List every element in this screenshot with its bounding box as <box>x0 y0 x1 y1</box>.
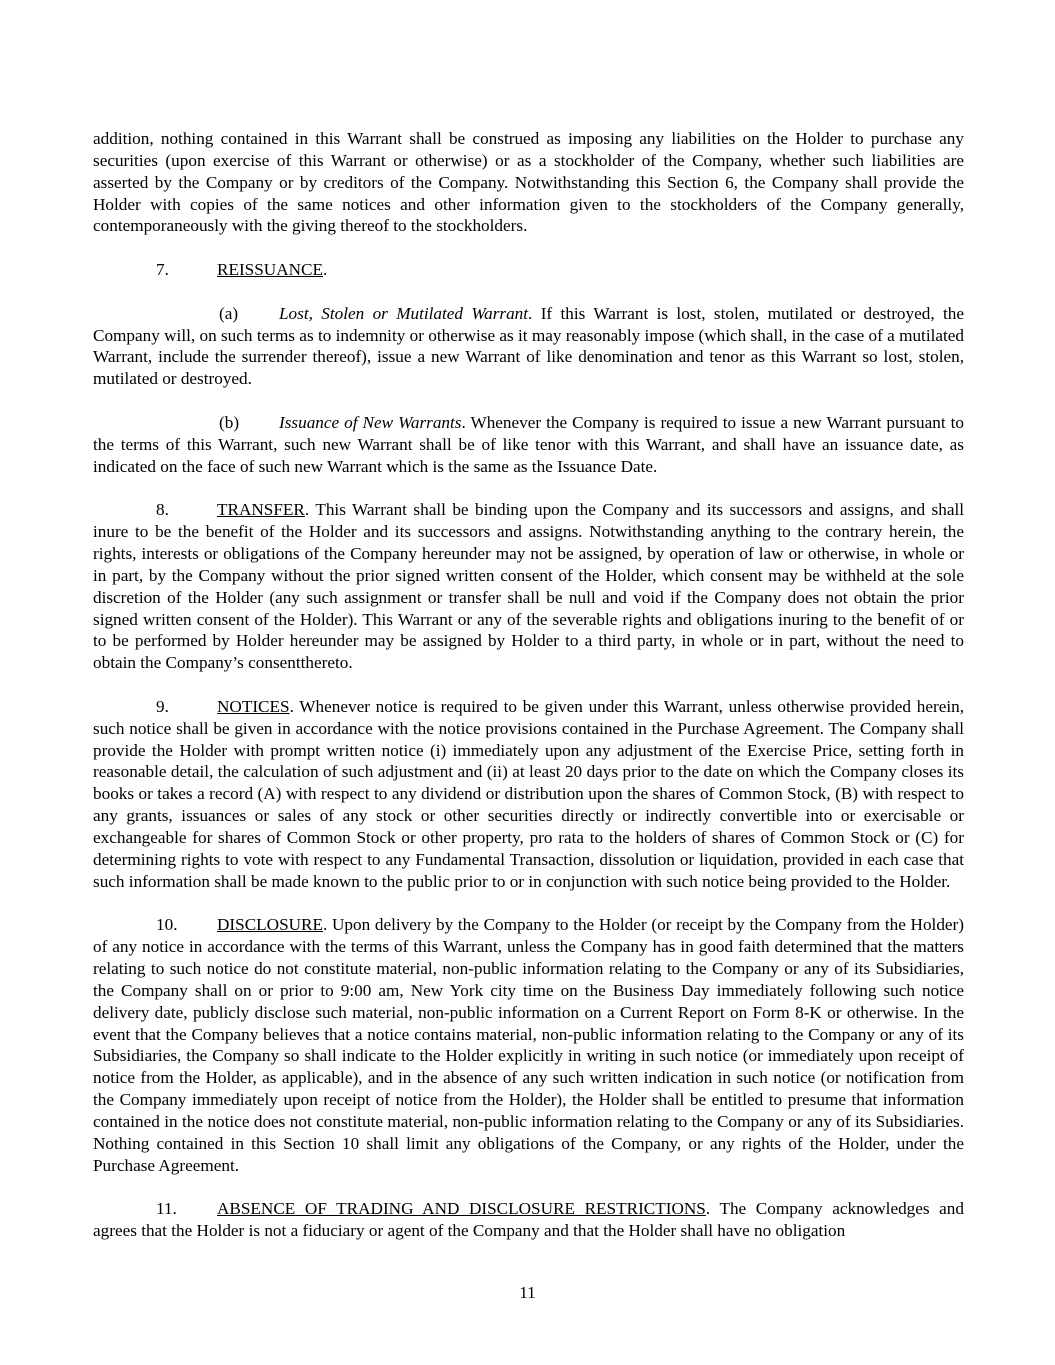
subsection-number: (b) <box>219 412 240 432</box>
section-number: 7. <box>156 260 169 280</box>
subsection-number: (a) <box>219 303 239 323</box>
section-text: . Upon delivery by the Company to the Holder (or receipt by the Company from the Holder) of any notice in accordance with the terms of this Warrant, unless the Company has in good faith determined that the matters relating to such notice do not constitute material, non-public information relating to the Company or any of its Subsidiaries, the Company shall on or prior to 9:00 am, New York city time on the Business Day immediately following such notice delivery date, publicly disclose such material, non-public information on a Current Report on Form 8-K or otherwise. In the event that the Company believes that a notice contains material, non-public information relating to the Company or any of its Subsidiaries, the Company so shall indicate to the Holder explicitly in writing in such notice (or immediately upon receipt of notice from the Holder, as applicable), and in the absence of any such written indication in such notice (or notification from the Company immediately upon receipt of notice from the Holder), the Holder shall be entitled to presume that information contained in the notice does not constitute material, non-public information relating to the Company or any of its Subsidiaries. Nothing contained in this Section 10 shall limit any obligations of the Company, or any rights of the Holder, under the Purchase Agreement. <box>93 915 964 1175</box>
section-8 <box>93 499 964 674</box>
section-title: ABSENCE OF TRADING AND DISCLOSURE RESTRICTIONS <box>217 1199 706 1219</box>
section-11 <box>93 1198 964 1242</box>
section-9 <box>93 696 964 893</box>
document-body <box>93 128 964 1242</box>
paragraph-continuation: addition, nothing contained in this Warrant shall be construed as imposing any liabilities on the Holder to purchase any securities (upon exercise of this Warrant or otherwise) or as a stockholder of the Company, whether such liabilities are asserted by the Company or by creditors of the Company. Notwithstanding this Section 6, the Company shall provide the Holder with copies of the same notices and other information given to the stockholders of the Company generally, contemporaneously with the giving thereof to the stockholders. <box>93 129 964 236</box>
section-title: REISSUANCE <box>217 260 324 280</box>
section-text: . Whenever notice is required to be given under this Warrant, unless otherwise provided herein, such notice shall be given in accordance with the notice provisions contained in the Purchase Agreement. The Company shall provide the Holder with prompt written notice (i) immediately upon any adjustment of the Exercise Price, setting forth in reasonable detail, the calculation of such adjustment and (ii) at least 20 days prior to the date on which the Company closes its books or takes a record (A) with respect to any dividend or distribution upon the shares of Common Stock, (B) with respect to any grants, issuances or sales of any stock or other securities directly or indirectly convertible into or exercisable or exchangeable for shares of Common Stock or other property, pro rata to the holders of shares of Common Stock or (C) for determining rights to vote with respect to any Fundamental Transaction, dissolution or liquidation, provided in each case that such information shall be made known to the public prior to or in conjunction with such notice being provided to the Holder. <box>93 696 964 891</box>
section-title: NOTICES <box>217 696 290 716</box>
section-7-heading <box>93 259 964 281</box>
section-heading-period: . <box>323 260 328 280</box>
section-title: DISCLOSURE <box>217 915 324 935</box>
section-number: 11. <box>156 1199 177 1219</box>
section-title: TRANSFER <box>217 500 305 520</box>
section-10 <box>93 914 964 1176</box>
subsection-text: . Whenever the Company is required to issue a new Warrant pursuant to the terms of this Warrant, such new Warrant shall be of like tenor with this Warrant, and shall have an issuance date, as indicated on the face of such new Warrant which is the same as the Issuance Date. <box>93 412 964 476</box>
page-number: 11 <box>519 1283 536 1302</box>
section-number: 8. <box>156 500 169 520</box>
subsection-title: Issuance of New Warrants <box>279 412 462 432</box>
section-text: . The Company acknowledges and agrees that the Holder is not a fiduciary or agent of the Company and that the Holder shall have no obligation <box>93 1199 964 1241</box>
section-7b <box>93 412 964 478</box>
subsection-title: Lost, Stolen or Mutilated Warrant <box>279 303 529 323</box>
section-text: . This Warrant shall be binding upon the Company and its successors and assigns, and shall inure to be the benefit of the Holder and its successors and assigns. Notwithstanding anything to the contrary herein, the rights, interests or obligations of the Company hereunder may not be assigned, by operation of law or otherwise, in whole or in part, by the Company without the prior signed written consent of the Holder, which consent may be withheld at the sole discretion of the Holder (any such assignment or transfer shall be null and void if the Company does not obtain the prior signed written consent of the Holder). This Warrant or any of the severable rights and obligations inuring to the benefit of or to be performed by Holder hereunder may be assigned by Holder to a third party, in whole or in part, without the need to obtain the Company’s consentthereto. <box>93 500 964 673</box>
section-number: 10. <box>156 915 178 935</box>
section-7a <box>93 303 964 390</box>
section-number: 9. <box>156 696 169 716</box>
subsection-text: . If this Warrant is lost, stolen, mutilated or destroyed, the Company will, on such terms as to indemnity or otherwise as it may reasonably impose (which shall, in the case of a mutilated Warrant, include the surrender thereof), issue a new Warrant of like denomination and tenor as this Warrant so lost, stolen, mutilated or destroyed. <box>93 303 964 389</box>
